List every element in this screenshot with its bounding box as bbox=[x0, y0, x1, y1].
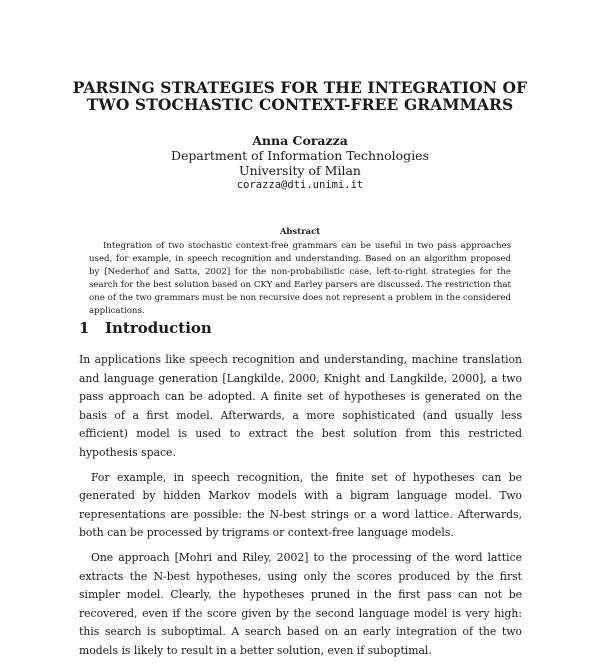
author-name: Anna Corazza bbox=[252, 133, 348, 148]
section-heading bbox=[79, 319, 212, 337]
title-line-1: PARSING STRATEGIES FOR THE INTEGRATION OF bbox=[72, 78, 528, 97]
paragraph: For example, in speech recognition, the finite set of hypotheses can be generated by hidden Markov models with a bigram language model. Two representations are possible: the N-best strings or a word lattice. Afterwards, both can be processed by trigrams or context-free language models. bbox=[79, 470, 522, 540]
abstract-heading: Abstract bbox=[279, 227, 321, 237]
paper-title bbox=[40, 79, 560, 113]
paragraph: In applications like speech recognition and understanding, machine translation and language generation [Langkilde, 2000, Knight and Langkilde, 2000], a two pass approach can be adopted. A finite set of hypotheses is generated on the basis of a first model. Afterwards, a more sophisticated (and usually less efficient) model is used to extract the best solution from this restricted hypothesis space. bbox=[79, 353, 522, 459]
section-title: Introduction bbox=[105, 319, 212, 337]
affiliation-department: Department of Information Technologies bbox=[170, 148, 429, 163]
abstract-body: Integration of two stochastic context-free grammars can be useful in two pass approaches used, for example, in speech recognition and understanding. Based on an algorithm proposed by [Nederhof and Satta, 2002] for the non-probabilistic case, left-to-right strategies for the search for the best solution based on CKY and Earley parsers are discussed. The restriction that one of the two grammars must be non recursive does not represent a problem in the considered applications. bbox=[89, 241, 511, 316]
affiliation-university: University of Milan bbox=[239, 163, 361, 178]
section-body bbox=[79, 351, 522, 667]
title-line-2: TWO STOCHASTIC CONTEXT-FREE GRAMMARS bbox=[86, 95, 514, 114]
author-email: corazza@dti.unimi.it bbox=[236, 179, 364, 191]
author-block bbox=[100, 133, 500, 193]
paragraph: One approach [Mohri and Riley, 2002] to the processing of the word lattice extracts the N-best hypotheses, using only the scores produced by the first simpler model. Clearly, the hypotheses pruned in the first pass can not be recovered, even if the score given by the second language model is very high: this search is suboptimal. A search based on an early integration of the two models is likely to result in a better solution, even if suboptimal. bbox=[79, 550, 522, 657]
section-number: 1 bbox=[79, 319, 90, 337]
